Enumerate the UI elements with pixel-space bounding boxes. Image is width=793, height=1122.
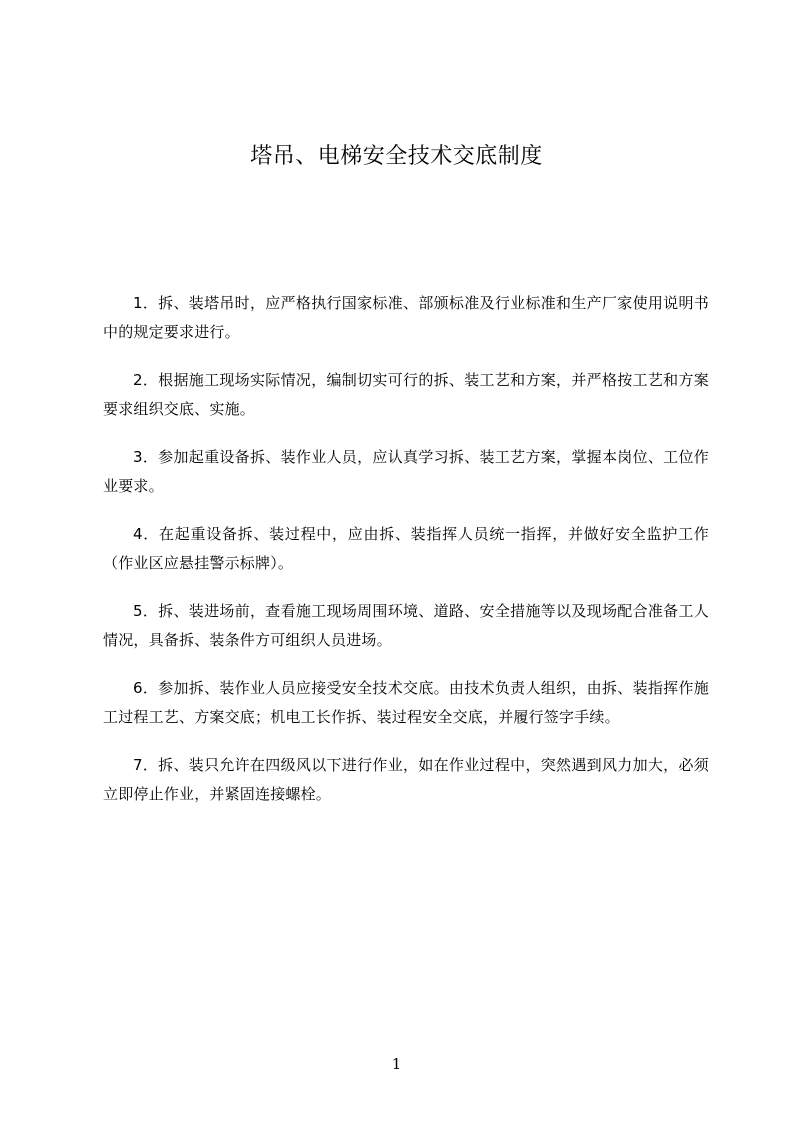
paragraph-5: 5．拆、装进场前，查看施工现场周围环境、道路、安全措施等以及现场配合准备工人情况，具备拆、装条件方可组织人员进场。 xyxy=(103,602,709,649)
paragraph-1: 1．拆、装塔吊时，应严格执行国家标准、部颁标准及行业标准和生产厂家使用说明书中的规定要求进行。 xyxy=(103,294,709,341)
paragraph-2: 2．根据施工现场实际情况，编制切实可行的拆、装工艺和方案，并严格按工艺和方案要求组织交底、实施。 xyxy=(103,371,709,418)
paragraph-4: 4．在起重设备拆、装过程中，应由拆、装指挥人员统一指挥，并做好安全监护工作（作业区应悬挂警示标牌）。 xyxy=(103,525,709,572)
paragraph-6: 6．参加拆、装作业人员应接受安全技术交底。由技术负责人组织，由拆、装指挥作施工过程工艺、方案交底；机电工长作拆、装过程安全交底，并履行签字手续。 xyxy=(103,679,709,726)
document-body xyxy=(103,289,709,828)
page-number: 1 xyxy=(391,1055,402,1073)
document-title: 塔吊、电梯安全技术交底制度 xyxy=(250,144,543,169)
paragraph-3: 3．参加起重设备拆、装作业人员，应认真学习拆、装工艺方案，掌握本岗位、工位作业要求。 xyxy=(103,448,709,495)
paragraph-7: 7．拆、装只允许在四级风以下进行作业，如在作业过程中，突然遇到风力加大，必须立即停止作业，并紧固连接螺栓。 xyxy=(103,756,709,803)
